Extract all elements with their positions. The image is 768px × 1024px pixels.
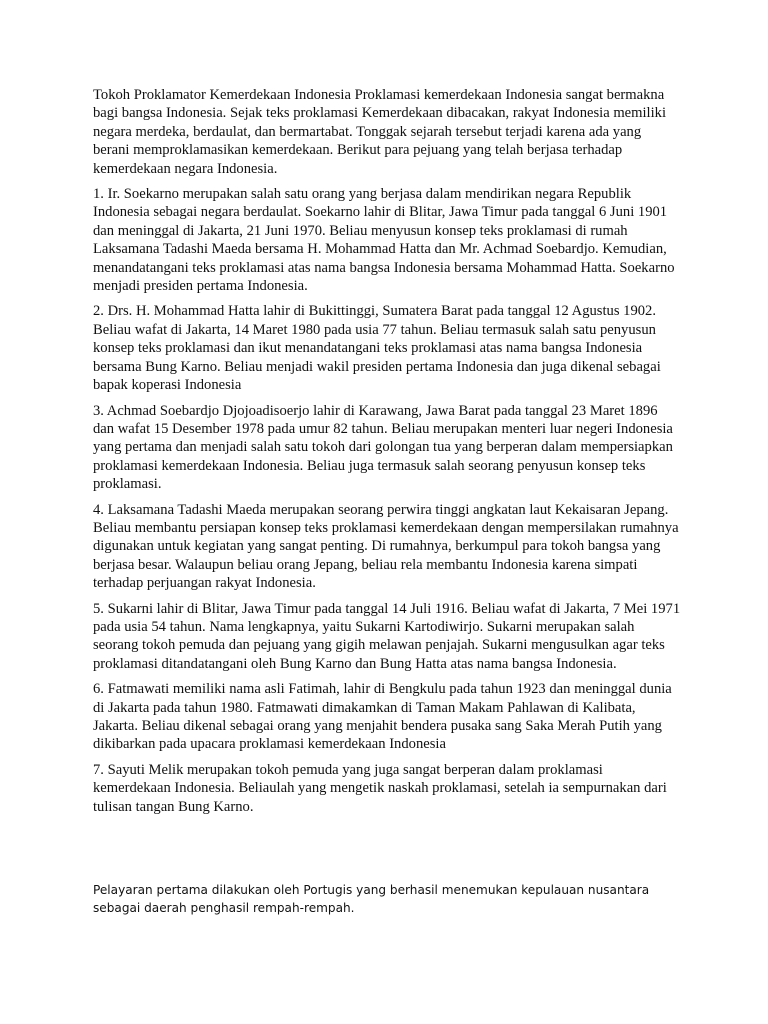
paragraph-soebardjo: 3. Achmad Soebardjo Djojoadisoerjo lahir di Karawang, Jawa Barat pada tanggal 23 Maret 1896 dan wafat 15 Desember 1978 pada umur 82 tahun. Beliau merupakan menteri luar negeri Indonesia yang pertama dan menjadi salah satu tokoh dari golongan tua yang berperan dalam mempersiapkan proklamasi kemerdekaan Indonesia. Beliau juga termasuk salah seorang penyusun konsep teks proklamasi. [93, 402, 673, 493]
paragraph-maeda: 4. Laksamana Tadashi Maeda merupakan seorang perwira tinggi angkatan laut Kekaisaran Jepang. Beliau membantu persiapan konsep teks proklamasi kemerdekaan dengan mempersilakan rumahnya digunakan untuk kegiatan yang sangat penting. Di rumahnya, berkumpul para tokoh bangsa yang berjasa besar. Walaupun beliau orang Jepang, beliau rela membantu Indonesia karena simpati terhadap perjuangan rakyat Indonesia. [93, 501, 679, 592]
paragraph-sukarni: 5. Sukarni lahir di Blitar, Jawa Timur pada tanggal 14 Juli 1916. Beliau wafat di Jakarta, 7 Mei 1971 pada usia 54 tahun. Nama lengkapnya, yaitu Sukarni Kartodiwirjo. Sukarni merupakan salah seorang tokoh pemuda dan pejuang yang gigih melawan penjajah. Sukarni mengusulkan agar teks proklamasi ditandatangani oleh Bung Karno dan Bung Hatta atas nama bangsa Indonesia. [93, 600, 681, 672]
paragraph-soekarno: 1. Ir. Soekarno merupakan salah satu orang yang berjasa dalam mendirikan negara Republik Indonesia sebagai negara berdaulat. Soekarno lahir di Blitar, Jawa Timur pada tanggal 6 Juni 1901 dan meninggal di Jakarta, 21 Juni 1970. Beliau menyusun konsep teks proklamasi di rumah Laksamana Tadashi Maeda bersama H. Mohammad Hatta dan Mr. Achmad Soebardjo. Kemudian, menandatangani teks proklamasi atas nama bangsa Indonesia bersama Mohammad Hatta. Soekarno menjadi presiden pertama Indonesia. [93, 186, 675, 295]
intro-paragraph: Tokoh Proklamator Kemerdekaan Indonesia Proklamasi kemerdekaan Indonesia sangat bermakna bagi bangsa Indonesia. Sejak teks proklamasi Kemerdekaan dibacakan, rakyat Indonesia memiliki negara merdeka, berdaulat, dan bermartabat. Tonggak sejarah tersebut terjadi karena ada yang berani memproklamasikan kemerdekaan. Berikut para pejuang yang telah berjasa terhadap kemerdekaan negara Indonesia. [93, 87, 667, 177]
paragraph-sayuti-melik: 7. Sayuti Melik merupakan tokoh pemuda yang juga sangat berperan dalam proklamasi kemerdekaan Indonesia. Beliaulah yang mengetik naskah proklamasi, setelah ia sempurnakan dari tulisan tangan Bung Karno. [93, 761, 667, 815]
paragraph-fatmawati: 6. Fatmawati memiliki nama asli Fatimah, lahir di Bengkulu pada tahun 1923 dan meninggal dunia di Jakarta pada tahun 1980. Fatmawati dimakamkan di Taman Makam Pahlawan di Kalibata, Jakarta. Beliau dikenal sebagai orang yang menjahit bendera pusaka sang Saka Merah Putih yang dikibarkan pada upacara proklamasi kemerdekaan Indonesia [93, 681, 672, 753]
paragraph-hatta: 2. Drs. H. Mohammad Hatta lahir di Bukittinggi, Sumatera Barat pada tanggal 12 Agustus 1902. Beliau wafat di Jakarta, 14 Maret 1980 pada usia 77 tahun. Beliau termasuk salah satu penyusun konsep teks proklamasi dan ikut menandatangani teks proklamasi atas nama bangsa Indonesia bersama Bung Karno. Beliau menjadi wakil presiden pertama Indonesia dan juga dikenal sebagai bapak koperasi Indonesia [93, 303, 661, 394]
footer-note [93, 882, 693, 917]
footer-note-text: Pelayaran pertama dilakukan oleh Portugis yang berhasil menemukan kepulauan nusantara sebagai daerah penghasil rempah-rempah. [93, 883, 650, 915]
document-body [93, 86, 681, 823]
